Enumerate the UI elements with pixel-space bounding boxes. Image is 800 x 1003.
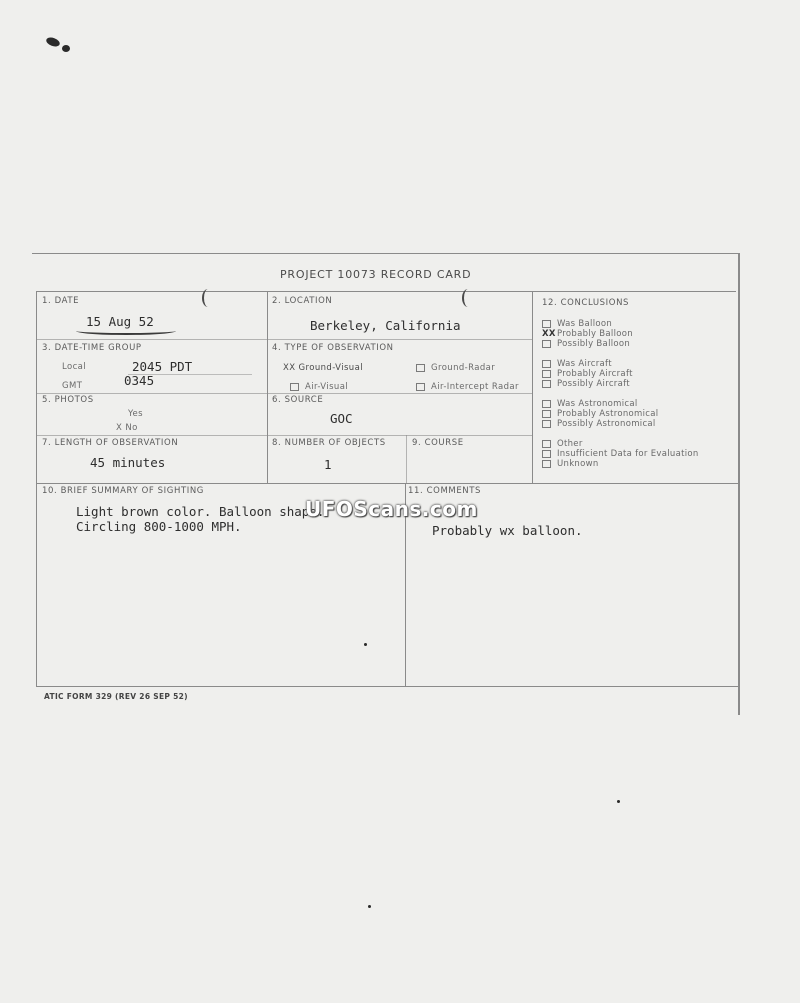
row-divider-4	[36, 483, 738, 484]
source-label: 6. SOURCE	[272, 395, 324, 405]
objects-label: 8. NUMBER OF OBJECTS	[272, 438, 386, 448]
conclusion-was-aircraft: Was Aircraft	[542, 359, 612, 369]
summary-line-1: Light brown color. Balloon shape.	[76, 504, 325, 519]
checkbox	[542, 420, 551, 428]
checkbox	[290, 383, 299, 391]
photos-label: 5. PHOTOS	[42, 395, 94, 405]
summary-label: 10. BRIEF SUMMARY OF SIGHTING	[42, 486, 204, 496]
photos-yes: Yes	[128, 409, 143, 419]
date-value: 15 Aug 52	[86, 314, 154, 329]
observation-type-label: 4. TYPE OF OBSERVATION	[272, 343, 394, 353]
watermark: UFOScans.com	[305, 497, 478, 521]
row-divider-2	[36, 393, 532, 394]
punch-mark	[202, 289, 214, 307]
column-divider-right	[532, 291, 533, 483]
source-value: GOC	[330, 411, 353, 426]
conclusion-possibly-balloon: Possibly Balloon	[542, 339, 630, 349]
form-id: ATIC FORM 329 (REV 26 SEP 52)	[44, 692, 188, 701]
conclusion-probably-balloon: XXProbably Balloon	[542, 329, 633, 339]
scan-speck	[45, 36, 61, 48]
date-label: 1. DATE	[42, 296, 80, 306]
dtg-gmt-value: 0345	[124, 373, 155, 388]
conclusion-unknown: Unknown	[542, 459, 599, 469]
checkbox	[542, 450, 551, 458]
checkbox	[542, 460, 551, 468]
scan-speck	[617, 800, 620, 803]
checkbox	[416, 383, 425, 391]
objects-value: 1	[324, 457, 332, 472]
conclusion-insufficient-data: Insufficient Data for Evaluation	[542, 449, 699, 459]
date-underline	[76, 327, 176, 335]
card-bottom-border	[36, 686, 740, 687]
record-card	[32, 253, 740, 715]
comments-label: 11. COMMENTS	[408, 486, 482, 496]
column-divider-left	[267, 291, 268, 483]
dtg-gmt-label: GMT	[62, 381, 83, 391]
obs-ground-radar: Ground-Radar	[416, 363, 495, 373]
checkbox-marked: XX	[542, 329, 556, 339]
length-label: 7. LENGTH OF OBSERVATION	[42, 438, 179, 448]
course-label: 9. COURSE	[412, 438, 464, 448]
dtg-local-label: Local	[62, 362, 87, 372]
conclusion-possibly-astronomical: Possibly Astronomical	[542, 419, 656, 429]
length-value: 45 minutes	[90, 455, 166, 470]
card-top-border	[32, 253, 740, 254]
scan-speck	[62, 45, 70, 52]
obs-air-intercept: Air-Intercept Radar	[416, 382, 519, 392]
punch-mark	[462, 289, 474, 307]
conclusion-was-balloon: Was Balloon	[542, 319, 612, 329]
checkbox	[542, 320, 551, 328]
conclusion-probably-aircraft: Probably Aircraft	[542, 369, 633, 379]
row-divider-3	[36, 435, 532, 436]
card-title: PROJECT 10073 RECORD CARD	[280, 268, 472, 281]
checkbox	[542, 360, 551, 368]
photos-no: X No	[116, 423, 138, 433]
dtg-label: 3. DATE-TIME GROUP	[42, 343, 142, 353]
conclusion-possibly-aircraft: Possibly Aircraft	[542, 379, 630, 389]
checkbox	[416, 364, 425, 372]
dtg-local-value: 2045 PDT	[132, 359, 193, 374]
conclusion-probably-astronomical: Probably Astronomical	[542, 409, 658, 419]
conclusion-was-astronomical: Was Astronomical	[542, 399, 638, 409]
objects-course-divider	[406, 435, 407, 483]
row-divider-1	[36, 339, 532, 340]
card-right-border	[738, 253, 740, 715]
conclusions-label: 12. CONCLUSIONS	[542, 298, 630, 308]
checkbox	[542, 380, 551, 388]
location-value: Berkeley, California	[310, 318, 461, 333]
obs-air-visual: Air-Visual	[290, 382, 348, 392]
header-divider	[36, 291, 736, 292]
checkbox	[542, 370, 551, 378]
checkbox	[542, 410, 551, 418]
checkbox	[542, 440, 551, 448]
comments-value: Probably wx balloon.	[432, 523, 583, 538]
checkbox	[542, 400, 551, 408]
conclusion-other: Other	[542, 439, 583, 449]
scan-speck	[368, 905, 371, 908]
summary-line-2: Circling 800-1000 MPH.	[76, 519, 242, 534]
card-left-border	[36, 291, 37, 687]
checkbox	[542, 340, 551, 348]
location-label: 2. LOCATION	[272, 296, 333, 306]
obs-ground-visual: XX Ground-Visual	[283, 363, 363, 373]
